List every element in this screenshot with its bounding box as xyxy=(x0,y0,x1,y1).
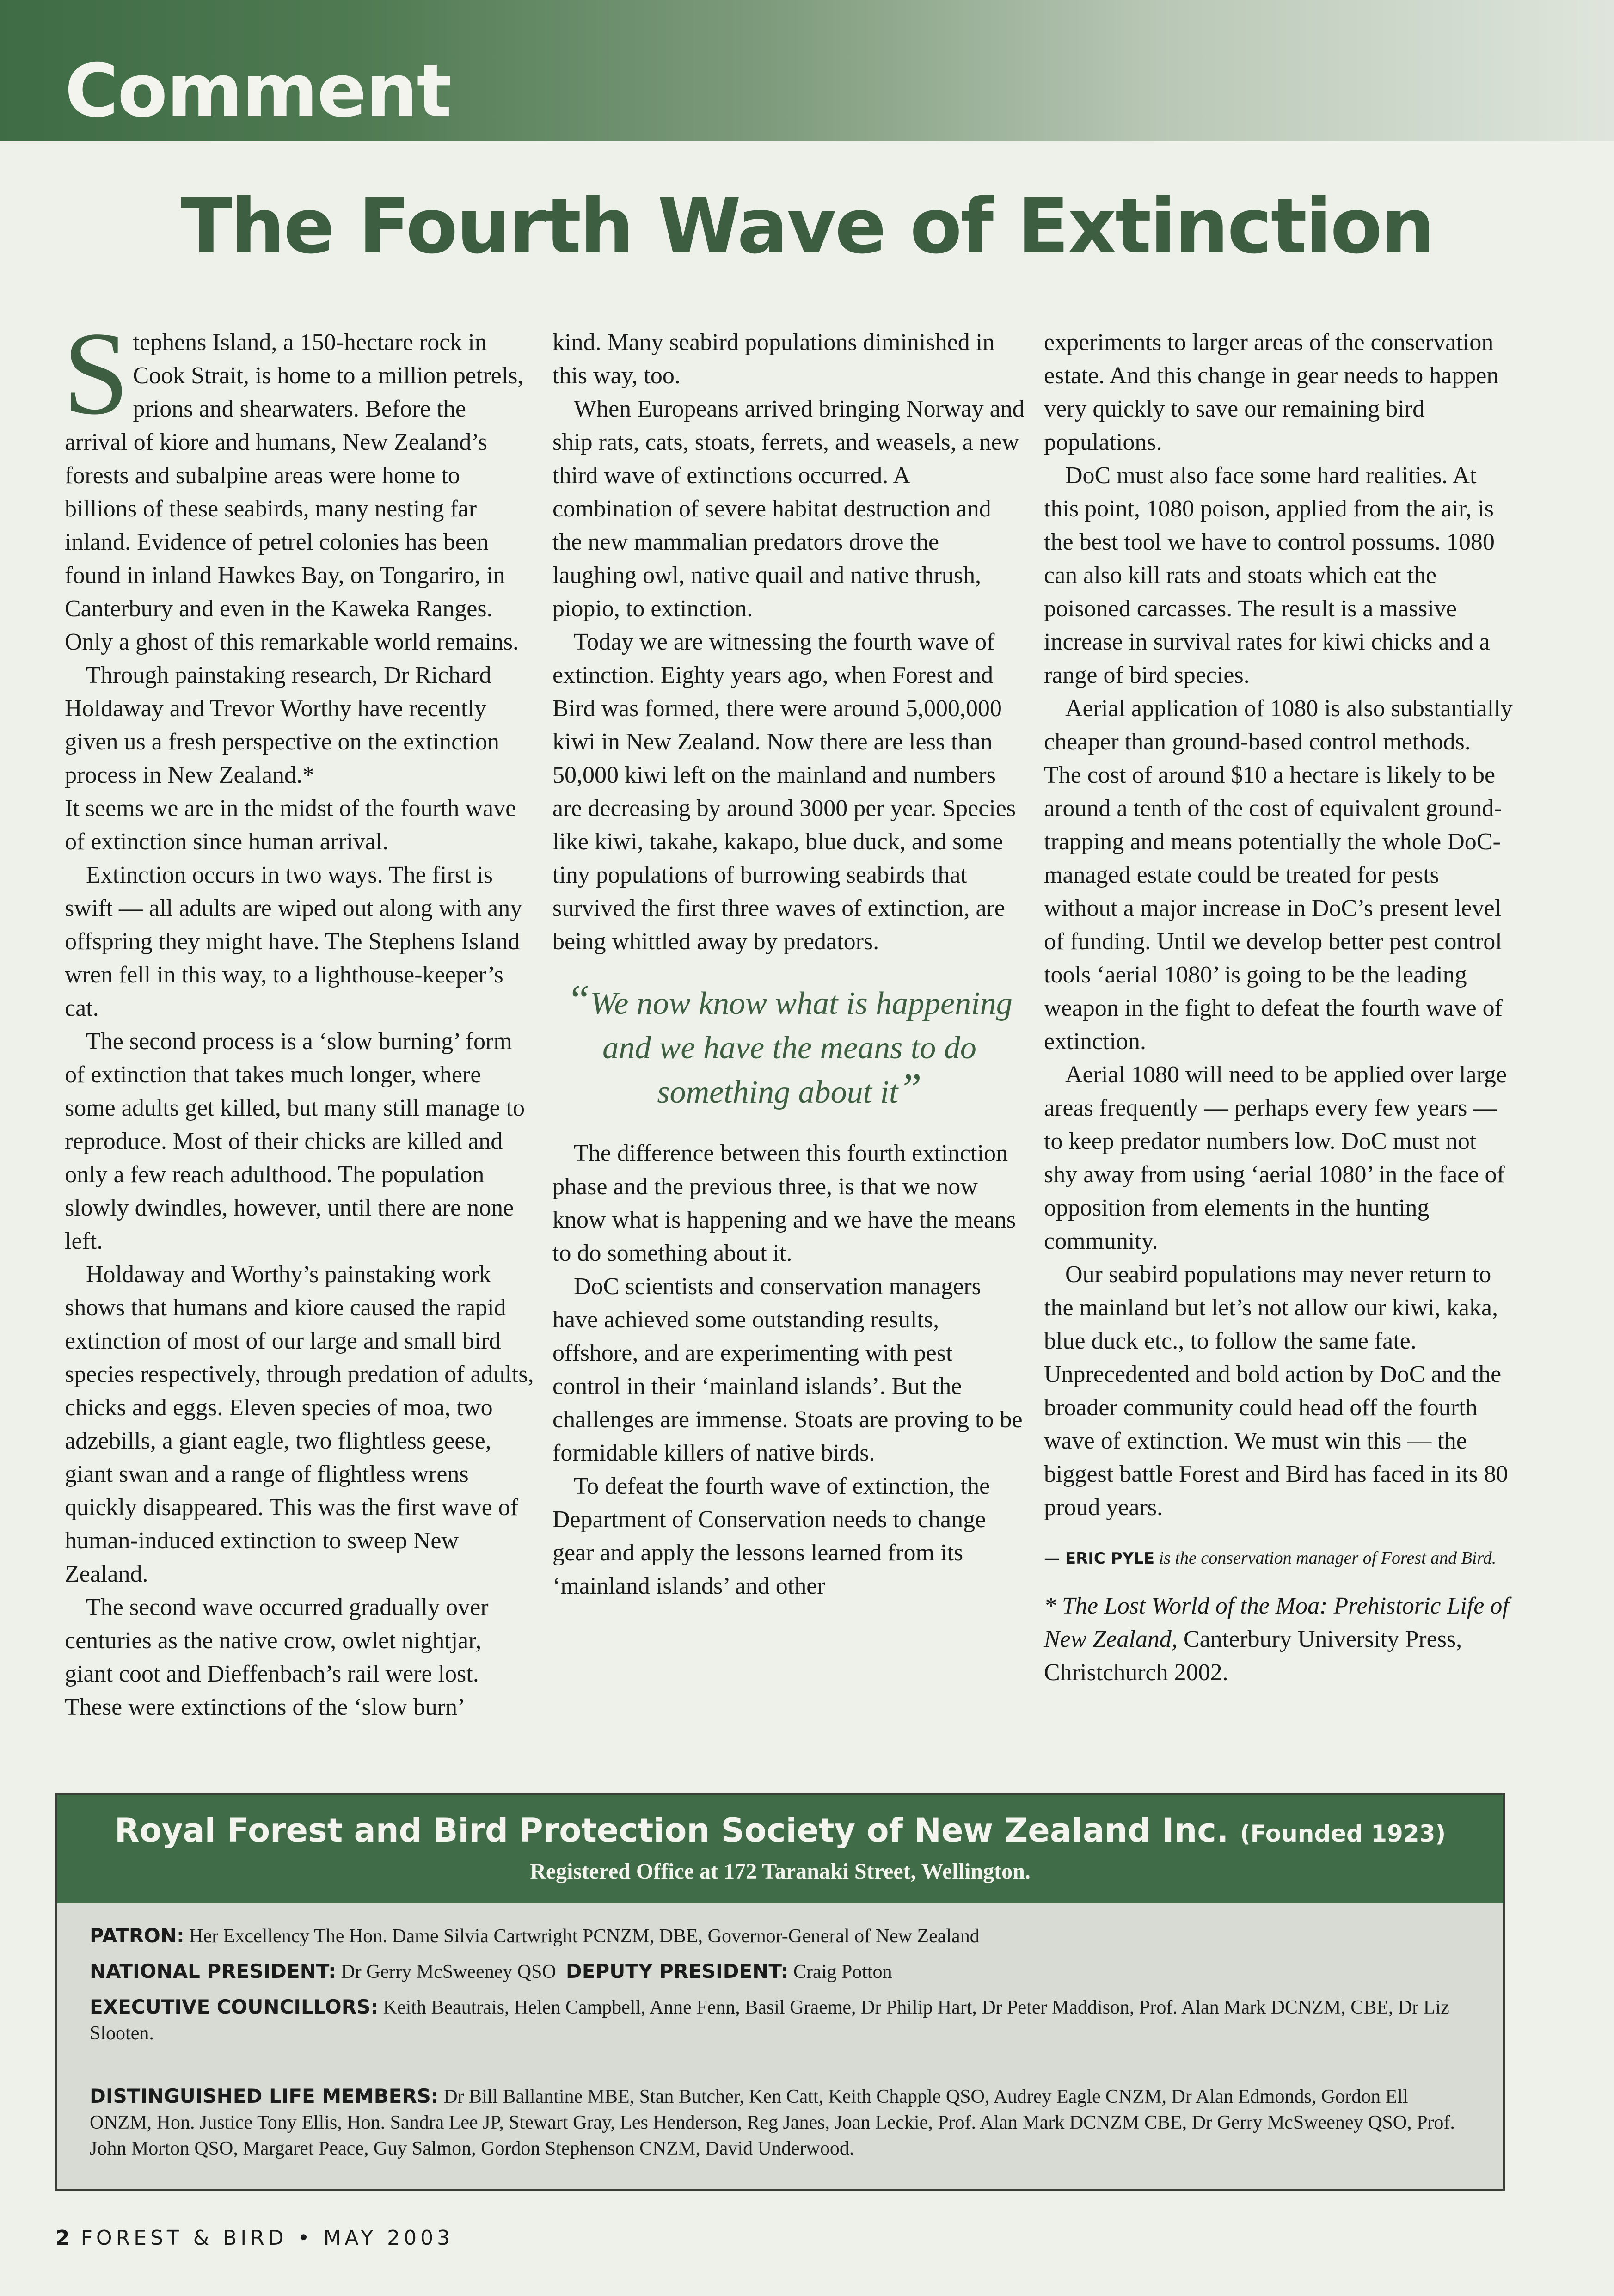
paragraph: Holdaway and Worthy’s painstaking work shows that humans and kiore caused the rapid extinction of most of our large and small bird species respectively, through predation of adults, chicks and eggs. Eleven species of moa, two adzebills, a giant eagle, two flightless geese, giant swan and a range of flightless wrens quickly disappeared. This was the first wave of human-induced extinction to sweep New Zealand. xyxy=(65,1261,534,1587)
paragraph: Aerial application of 1080 is also substantially cheaper than ground-based control methods. The cost of around $10 a hectare is likely to be around a tenth of the cost of equivalent ground-trapping and means potentially the whole DoC-managed estate could be treated for pests without a major increase in DoC’s present level of funding. Until we develop better pest control tools ‘aerial 1080’ is going to be the leading weapon in the fight to defeat the fourth wave of extinction. xyxy=(1044,695,1513,1055)
founded-note: (Founded 1923) xyxy=(1240,1820,1446,1847)
registered-office: Registered Office at 172 Taranaki Street, Wellington. xyxy=(530,1859,1031,1884)
paragraph: The second wave occurred gradually over centuries as the native crow, owlet nightjar, giant coot and Dieffenbach’s rail were lost. These were extinctions of the ‘slow burn’ xyxy=(65,1594,489,1720)
drop-cap: S xyxy=(63,307,129,439)
paragraph: The second process is a ‘slow burning’ form of extinction that takes much longer, where some adults get killed, but many still manage to reproduce. Most of their chicks are killed and only a few reach adulthood. The population slowly dwindles, however, until there are none left. xyxy=(65,1028,525,1254)
article-column-1 xyxy=(63,307,534,1724)
page-footer xyxy=(55,2226,454,2250)
society-info-box xyxy=(55,1793,1505,2191)
paragraph: Stephens Island, a 150-hectare rock in Cook Strait, is home to a million petrels, prions and shearwaters. Before the arrival of kiore and humans, New Zealand’s forests and subalpine areas were home to billions of these seabirds, many nesting far inland. Evidence of petrel colonies has been found in inland Hawkes Bay, on Tongariro, in Canterbury and even in the Kaweka Ranges. Only a ghost of this remarkable world remains. xyxy=(63,307,524,655)
footnote: * The Lost World of the Moa: Prehistoric Life of New Zealand, Canterbury University Press, Christchurch 2002. xyxy=(1044,1593,1509,1686)
paragraph: Aerial 1080 will need to be applied over large areas frequently — perhaps every few years — to keep predator numbers low. DoC must not shy away from using ‘aerial 1080’ in the face of opposition from elements in the hunting community. xyxy=(1044,1062,1507,1254)
executive-councillors-line: EXECUTIVE COUNCILLORS: Keith Beautrais, Helen Campbell, Anne Fenn, Basil Graeme, Dr Philip Hart, Dr Peter Maddison, Prof. Alan Mark DCNZM, CBE, Dr Liz Slooten. xyxy=(90,1995,1449,2044)
paragraph: kind. Many seabird populations diminished in this way, too. xyxy=(552,329,995,389)
paragraph: experiments to larger areas of the conservation estate. And this change in gear needs to happen very quickly to save our remaining bird populations. xyxy=(1044,329,1499,455)
pull-quote: “We now know what is happening and we have the means to do something about it” xyxy=(566,976,1013,1112)
paragraph: DoC must also face some hard realities. At this point, 1080 poison, applied from the air, is the best tool we have to control possums. 1080 can also kill rats and stoats which eat the poisoned carcasses. The result is a massive increase in survival rates for kiwi chicks and a range of bird species. xyxy=(1044,462,1495,688)
page-number: 2 xyxy=(55,2226,70,2250)
patron-line: PATRON: Her Excellency The Hon. Dame Silvia Cartwright PCNZM, DBE, Governor-General of New Zealand xyxy=(90,1924,980,1947)
society-name: Royal Forest and Bird Protection Society of New Zealand Inc. xyxy=(114,1811,1229,1849)
life-members-line: DISTINGUISHED LIFE MEMBERS: Dr Bill Ballantine MBE, Stan Butcher, Ken Catt, Keith Chapple QSO, Audrey Eagle CNZM, Dr Alan Edmonds, Gordon Ell ONZM, Hon. Justice Tony Ellis, Hon. Sandra Lee JP, Stewart Gray, Les Henderson, Reg Janes, Joan Leckie, Prof. Alan Mark DCNZM CBE, Dr Gerry McSweeney QSO, Prof. John Morton QSO, Margaret Peace, Guy Salmon, Gordon Stephenson CNZM, David Underwood. xyxy=(90,2085,1455,2159)
section-title: Comment xyxy=(65,49,451,134)
paragraph: Our seabird populations may never return to the mainland but let’s not allow our kiwi, kaka, blue duck etc., to follow the same fate. Unprecedented and bold action by DoC and the broader community could head off the fourth wave of extinction. We must win this — the biggest battle Forest and Bird has faced in its 80 proud years. xyxy=(1044,1261,1508,1521)
section-banner xyxy=(0,0,1614,141)
paragraph: It seems we are in the midst of the fourth wave of extinction since human arrival. xyxy=(65,795,516,855)
author-byline: — ERIC PYLE is the conservation manager of Forest and Bird. xyxy=(1044,1548,1497,1568)
paragraph: Through painstaking research, Dr Richard Holdaway and Trevor Worthy have recently given us a fresh perspective on the extinction process in New Zealand.* xyxy=(65,662,500,788)
paragraph: DoC scientists and conservation managers have achieved some outstanding results, offshore, and are experimenting with pest control in their ‘mainland islands’. But the challenges are immense. Stoats are proving to be formidable killers of native birds. xyxy=(552,1273,1023,1466)
paragraph: Extinction occurs in two ways. The first is swift — all adults are wiped out along with any offspring they might have. The Stephens Island wren fell in this way, to a lighthouse-keeper’s cat. xyxy=(65,862,522,1021)
paragraph: The difference between this fourth extinction phase and the previous three, is that we now know what is happening and we have the means to do something about it. xyxy=(552,1140,1016,1266)
article-headline: The Fourth Wave of Extinction xyxy=(180,182,1434,270)
paragraph: To defeat the fourth wave of extinction, the Department of Conservation needs to change gear and apply the lessons learned from its ‘mainland islands’ and other xyxy=(552,1473,990,1599)
paragraph: Today we are witnessing the fourth wave of extinction. Eighty years ago, when Forest and Bird was formed, there were around 5,000,000 kiwi in New Zealand. Now there are less than 50,000 kiwi left on the mainland and numbers are decreasing by around 3000 per year. Species like kiwi, takahe, kakapo, blue duck, and some tiny populations of burrowing seabirds that survived the first three waves of extinction, are being whittled away by predators. xyxy=(552,629,1016,955)
running-head: FOREST & BIRD • MAY 2003 xyxy=(80,2226,454,2250)
society-header xyxy=(57,1795,1503,1903)
article-column-2 xyxy=(552,326,1026,1603)
society-officers xyxy=(57,1903,1503,2161)
paragraph: When Europeans arrived bringing Norway and ship rats, cats, stoats, ferrets, and weasels, a new third wave of extinctions occurred. A combination of severe habitat destruction and the new mammalian predators drove the laughing owl, native quail and native thrush, piopio, to extinction. xyxy=(552,396,1025,622)
president-line: NATIONAL PRESIDENT: Dr Gerry McSweeney QSO DEPUTY PRESIDENT: Craig Potton xyxy=(90,1960,892,1983)
article-column-3 xyxy=(1044,326,1513,1689)
